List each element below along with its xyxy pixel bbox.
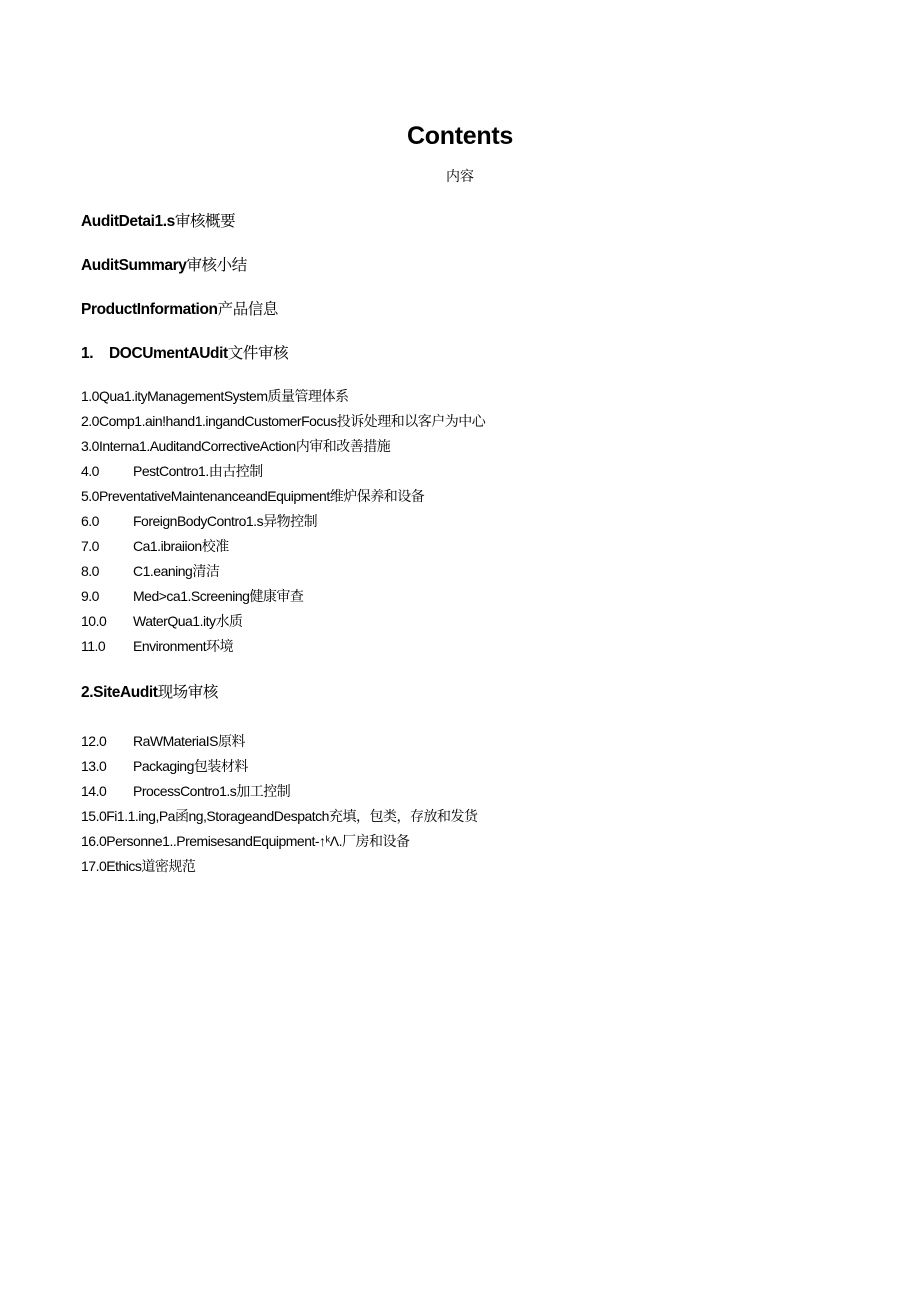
toc-item-number: 14.0 (81, 783, 107, 799)
toc-section-audit-details (81, 209, 235, 231)
toc-item-text: 17.0Ethics道密规范 (81, 858, 196, 874)
toc-item-number: 4.0 (81, 463, 99, 479)
toc-item-text: Environment环境 (133, 638, 234, 654)
toc-part-label-zh: 文件审核 (227, 345, 289, 362)
toc-item-text: 2.0Comp1.ain!hand1.ingandCustomerFocus投诉处理和以客户为中心 (81, 413, 486, 429)
page-title: Contents (407, 122, 513, 150)
toc-item (81, 586, 303, 606)
toc-section-label-zh: 产品信息 (217, 301, 279, 318)
toc-item-text: RaWMateriaIS原料 (133, 733, 246, 749)
toc-section-label-en: ProductInformation (81, 301, 218, 318)
toc-item-text: 5.0PreventativeMaintenanceandEquipment维炉保养和设备 (81, 488, 425, 504)
toc-item (81, 436, 390, 456)
toc-item-number: 7.0 (81, 538, 99, 554)
toc-item-text: Packaging包装材料 (133, 758, 248, 774)
toc-section-audit-summary (81, 253, 247, 275)
toc-part-label-zh: 现场审核 (157, 684, 218, 701)
toc-item (81, 561, 219, 581)
toc-item (81, 781, 290, 801)
toc-item-number: 12.0 (81, 733, 107, 749)
toc-item (81, 461, 263, 481)
toc-item-text: PestContro1.由古控制 (133, 463, 263, 479)
toc-item (81, 611, 242, 631)
toc-item (81, 831, 410, 851)
toc-section-label-en: AuditSummary (81, 257, 187, 274)
toc-item-text: 1.0Qua1.ityManagementSystem质量管理体系 (81, 388, 349, 404)
toc-section-product-information (81, 297, 278, 319)
toc-item-text: 15.0Fi1.1.ing,Pa函ng,StorageandDespatch充填，包类，存放和发货 (81, 808, 478, 824)
toc-part-site-audit (81, 680, 218, 702)
toc-item-number: 6.0 (81, 513, 99, 529)
toc-item (81, 806, 477, 826)
toc-item-number: 8.0 (81, 563, 99, 579)
toc-part-document-audit (81, 341, 288, 363)
toc-item-number: 13.0 (81, 758, 107, 774)
toc-item (81, 486, 424, 506)
toc-item-text: ProcessContro1.s加工控制 (133, 783, 291, 799)
toc-section-label-en: AuditDetai1.s (81, 213, 175, 230)
toc-item-text: Ca1.ibraiion校准 (133, 538, 229, 554)
toc-item (81, 511, 317, 531)
toc-item-text: C1.eaning清洁 (133, 563, 220, 579)
toc-item-text: WaterQua1.ity水质 (133, 613, 243, 629)
toc-item-text: ForeignBodyContro1.s异物控制 (133, 513, 318, 529)
toc-item-number: 10.0 (81, 613, 107, 629)
toc-section-label-zh: 审核小结 (186, 257, 247, 274)
toc-item-number: 9.0 (81, 588, 99, 604)
toc-item-number: 11.0 (81, 638, 106, 654)
toc-part-number: 1. (81, 345, 94, 362)
toc-item (81, 386, 349, 406)
toc-item-text: 16.0Personne1..PremisesandEquipment-↑ᵏΛ.厂房和设备 (81, 833, 410, 849)
toc-item (81, 856, 195, 876)
toc-item (81, 536, 229, 556)
toc-item-text: 3.0Interna1.AuditandCorrectiveAction内审和改善措施 (81, 438, 391, 454)
toc-item (81, 411, 485, 431)
toc-item (81, 756, 248, 776)
toc-section-label-zh: 审核概要 (174, 213, 236, 230)
toc-part-label-en: 2.SiteAudit (81, 684, 158, 701)
toc-item (81, 636, 233, 656)
toc-item (81, 731, 245, 751)
page-subtitle: 内容 (446, 168, 474, 184)
toc-part-label-en: DOCUmentAUdit (109, 345, 228, 362)
toc-item-text: Med>ca1.Screening健康审查 (133, 588, 304, 604)
